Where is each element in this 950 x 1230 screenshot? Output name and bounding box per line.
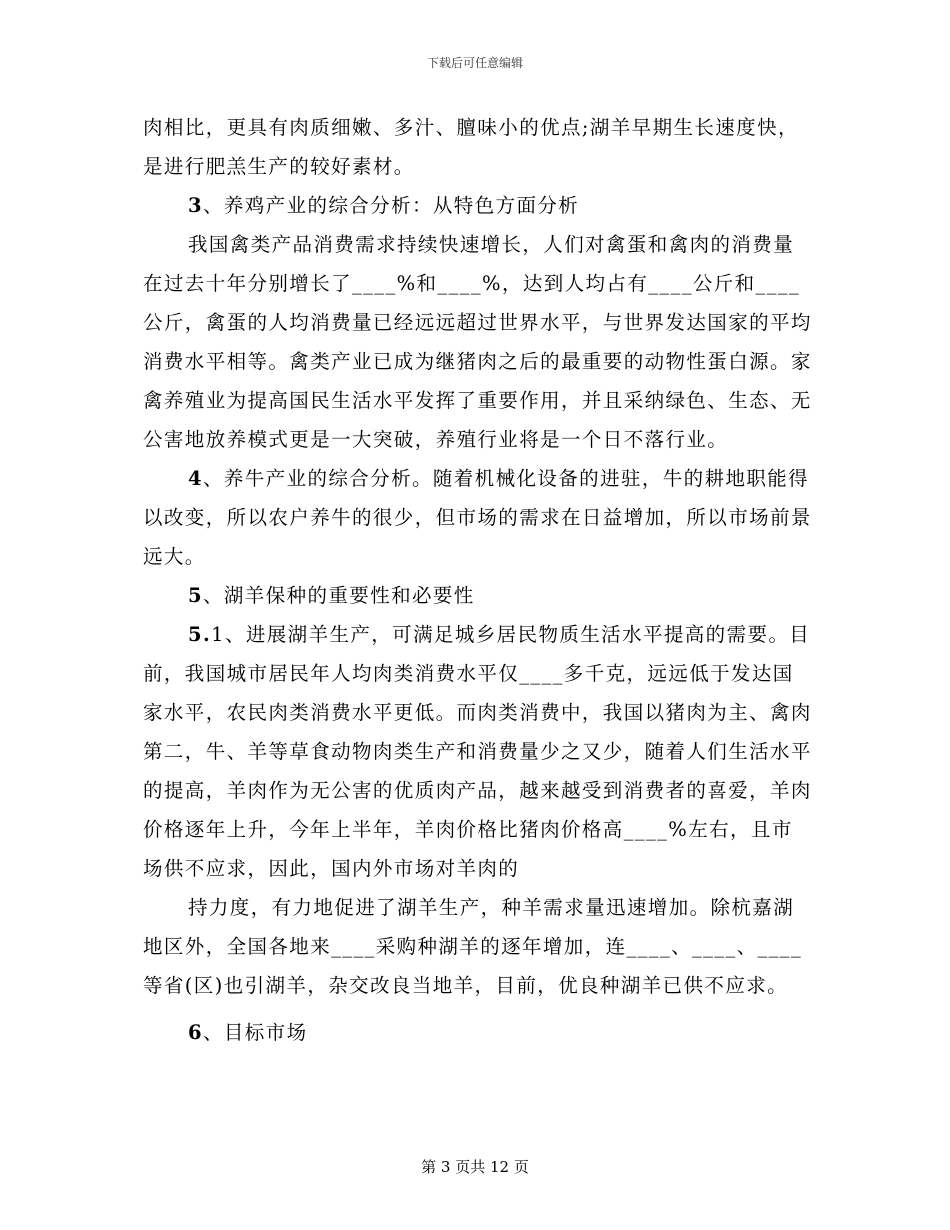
paragraph-text: 持力度，有力地促进了湖羊生产，种羊需求量迅速增加。除杭嘉湖地区外，全国各地来____采购种湖羊的逐年增加，连____、____、____等省(区)也引湖羊，杂交改良当地羊，目前，优良种湖羊已供不应求。 [143,896,803,997]
section-text: 、养牛产业的综合分析。随着机械化设备的进驻，牛的耕地职能得以改变，所以农户养牛的很少，但市场的需求在日益增加，所以市场前景远大。 [143,467,812,568]
paragraph-continuation [143,108,813,186]
section-number: 6 [188,1021,203,1044]
page-footer: 第 3 页共 12 页 [421,1158,529,1176]
section-number: 3 [188,194,203,217]
page-header: 下载后可任意编辑 [426,56,523,70]
section-number: 5 [188,584,203,607]
section-title: 、湖羊保种的重要性和必要性 [202,584,475,607]
section-heading-6 [143,1013,813,1052]
paragraph-poultry [143,225,813,459]
section-title: 、养鸡产业的综合分析：从特色方面分析 [202,194,580,217]
section-title: 、目标市场 [202,1021,308,1044]
section-heading-4 [143,459,813,576]
section-heading-5-1 [143,615,813,888]
document-body [143,108,813,1052]
section-text: 1、进展湖羊生产，可满足城乡居民物质生活水平提高的需要。目前，我国城市居民年人均肉类消费水平仅____多千克，远远低于发达国家水平，农民肉类消费水平更低。而肉类消费中，我国以猪肉为主、禽肉第二，牛、羊等草食动物肉类生产和消费量少之又少，随着人们生活水平的提高，羊肉作为无公害的优质肉产品，越来越受到消费者的喜爱，羊肉价格逐年上升，今年上半年，羊肉价格比猪肉价格高____%左右，且市场供不应求，因此，国内外市场对羊肉的 [143,623,812,880]
section-heading-3 [143,186,813,225]
section-heading-5 [143,576,813,615]
paragraph-sheep-demand [143,888,813,1005]
section-number: 5. [188,623,212,646]
paragraph-text: 肉相比，更具有肉质细嫩、多汁、膻味小的优点;湖羊早期生长速度快，是进行肥羔生产的较好素材。 [143,116,799,178]
section-number: 4 [188,467,203,490]
paragraph-text: 我国禽类产品消费需求持续快速增长，人们对禽蛋和禽肉的消费量在过去十年分别增长了____%和____%，达到人均占有____公斤和____公斤，禽蛋的人均消费量已经远远超过世界水平，与世界发达国家的平均消费水平相等。禽类产业已成为继猪肉之后的最重要的动物性蛋白源。家禽养殖业为提高国民生活水平发挥了重要作用，并且采纳绿色、生态、无公害地放养模式更是一大突破，养殖行业将是一个日不落行业。 [143,233,812,451]
